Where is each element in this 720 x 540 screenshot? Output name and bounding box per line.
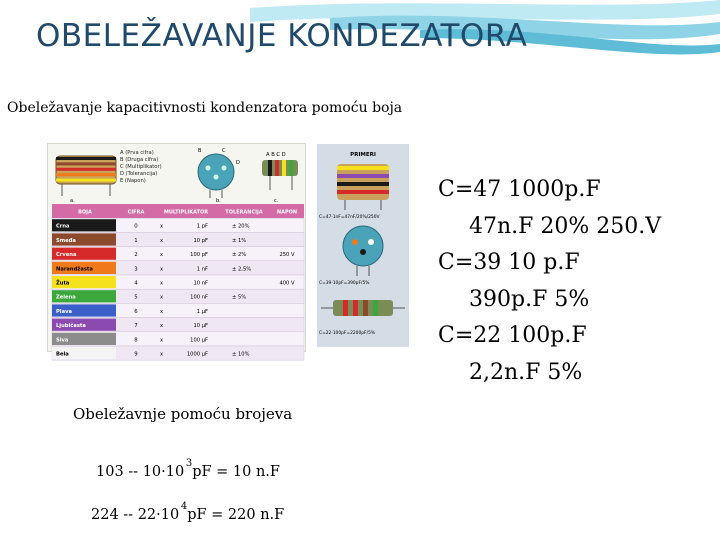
capacitor-c-band [268, 160, 272, 176]
example-band [363, 300, 368, 316]
table-header-5: NAPON [276, 209, 298, 216]
example-line-1: C=47 1000p.F [438, 177, 601, 202]
tolerance-cell: ± 2,5% [232, 266, 252, 273]
table-header-2: CIFRA [127, 209, 145, 216]
legend-entry: E (Napon) [120, 178, 146, 184]
example-line-3: C=39 10 p.F [438, 250, 580, 275]
multiplier-cell: 100 μF [190, 337, 208, 344]
color-name: Zelena [56, 294, 76, 301]
multiplier-cell: 1 nF [196, 266, 208, 273]
x-cell: x [160, 237, 164, 244]
multiplier-cell: 1 pF [196, 223, 208, 230]
equation-2-unit: pF = 220 n.F [187, 506, 285, 523]
multiplier-cell: 10 nF [193, 280, 208, 287]
letter-c: C [222, 148, 226, 154]
table-header-3: MULTIPLIKATOR [163, 209, 209, 216]
numbers-heading: Obeležavnje pomoću brojeva [73, 405, 293, 423]
example-dot [368, 239, 374, 245]
equation-1-unit: pF = 10 n.F [192, 463, 280, 480]
legend-entry: D (Tolerancija) [120, 171, 158, 177]
multiplier-cell: 1000 μF [186, 351, 208, 358]
sub-label-b: b. [216, 198, 221, 204]
color-name: Ljubičasta [56, 323, 86, 330]
x-cell: x [160, 223, 164, 230]
example-capacitor-2 [343, 226, 383, 266]
example-line-5: C=22 100p.F [438, 323, 587, 348]
sub-label-c: c. [274, 198, 279, 204]
multiplier-cell: 10 pF [193, 237, 208, 244]
example-label-2: C=39·10pF=390pF/5% [319, 281, 370, 286]
example-band [337, 182, 389, 186]
disc-dot [222, 166, 227, 171]
corner-letters: A B C D [266, 152, 286, 158]
digit-cell: 8 [134, 337, 138, 344]
example-dot [360, 249, 366, 255]
capacitor-band [56, 157, 116, 160]
multiplier-cell: 100 pF [190, 252, 208, 259]
capacitor-c-band [282, 160, 286, 176]
tolerance-cell: ± 20% [232, 223, 250, 230]
color-name: Plava [56, 308, 72, 315]
voltage-cell: 250 V [279, 252, 295, 259]
tolerance-cell: ± 2% [232, 252, 247, 259]
example-label-1: C=47·1nF=47nF/20%/250V [319, 215, 380, 220]
example-band [373, 300, 378, 316]
example-line-6: 2,2n.F 5% [469, 359, 583, 385]
example-band [353, 300, 358, 316]
table-header-1: BOJA [78, 209, 92, 216]
capacitor-band [56, 173, 116, 176]
examples-header: PRIMERI [350, 152, 376, 158]
color-name: Bela [56, 351, 69, 358]
color-code-chart [47, 143, 306, 358]
equation-1-text: 103 -- 10·10 [96, 463, 185, 480]
equation-2-exponent: 4 [180, 501, 188, 512]
letter-d: D [236, 160, 240, 166]
multiplier-cell: 10 μF [193, 323, 208, 330]
tolerance-cell: ± 10% [232, 351, 250, 358]
x-cell: x [160, 252, 164, 259]
example-band [337, 190, 389, 194]
capacitor-c-band [289, 160, 293, 176]
example-band [343, 300, 348, 316]
digit-cell: 7 [134, 323, 138, 330]
equation-2-text: 224 -- 22·10 [91, 506, 180, 523]
voltage-cell: 400 V [279, 280, 295, 287]
equation-1-exponent: 3 [185, 458, 193, 469]
digit-cell: 4 [134, 280, 138, 287]
digit-cell: 1 [134, 237, 138, 244]
disc-dot [214, 175, 219, 180]
example-label-3: C=22·100pF=2200pF/5% [319, 331, 376, 336]
tolerance-cell: ± 1% [232, 237, 247, 244]
page-title: OBELEŽAVANJE KONDEZATORA [36, 18, 528, 54]
digit-cell: 0 [134, 223, 138, 230]
x-cell: x [160, 266, 164, 273]
digit-cell: 3 [134, 266, 138, 273]
x-cell: x [160, 294, 164, 301]
legend-entry: B (Druga cifra) [120, 157, 159, 163]
color-name: Žuta [56, 280, 70, 287]
color-code-chart-svg [48, 144, 305, 358]
legend-entry: C (Multiplikator) [120, 164, 162, 170]
capacitor-c-band [275, 160, 279, 176]
page-subtitle: Obeležavanje kapacitivnosti kondenzatora pomoću boja [7, 100, 403, 116]
x-cell: x [160, 323, 164, 330]
table-header-4: TOLERANCIJA [225, 209, 263, 216]
multiplier-cell: 100 nF [190, 294, 208, 301]
color-name: Siva [56, 337, 69, 344]
example-band [337, 166, 389, 170]
example-line-2: 47n.F 20% 250.V [469, 213, 662, 239]
color-name: Crna [56, 223, 70, 230]
capacitor-band [56, 162, 116, 165]
sub-label-a: a. [70, 198, 75, 204]
multiplier-cell: 1 μF [196, 308, 208, 315]
example-dot [352, 239, 358, 245]
digit-cell: 2 [134, 252, 138, 259]
x-cell: x [160, 308, 164, 315]
example-band [337, 174, 389, 178]
disc-dot [206, 166, 211, 171]
tolerance-cell: ± 5% [232, 294, 247, 301]
color-name: Narandžasta [56, 266, 93, 273]
x-cell: x [160, 337, 164, 344]
example-line-4: 390p.F 5% [469, 286, 590, 312]
capacitor-band [56, 179, 116, 182]
letter-b: B [198, 148, 202, 154]
digit-cell: 9 [134, 351, 138, 358]
equation-1 [96, 458, 280, 480]
capacitor-examples-svg [317, 144, 409, 347]
color-name: Smeđa [56, 237, 76, 244]
equation-2 [91, 501, 285, 523]
digit-cell: 5 [134, 294, 138, 301]
disc-capacitor [198, 154, 234, 190]
capacitor-examples-image [317, 144, 409, 347]
digit-cell: 6 [134, 308, 138, 315]
capacitor-band [56, 168, 116, 171]
x-cell: x [160, 280, 164, 287]
color-name: Crvena [56, 252, 77, 259]
legend-entry: A (Prva cifra) [120, 150, 154, 156]
x-cell: x [160, 351, 164, 358]
example-values [438, 172, 661, 391]
